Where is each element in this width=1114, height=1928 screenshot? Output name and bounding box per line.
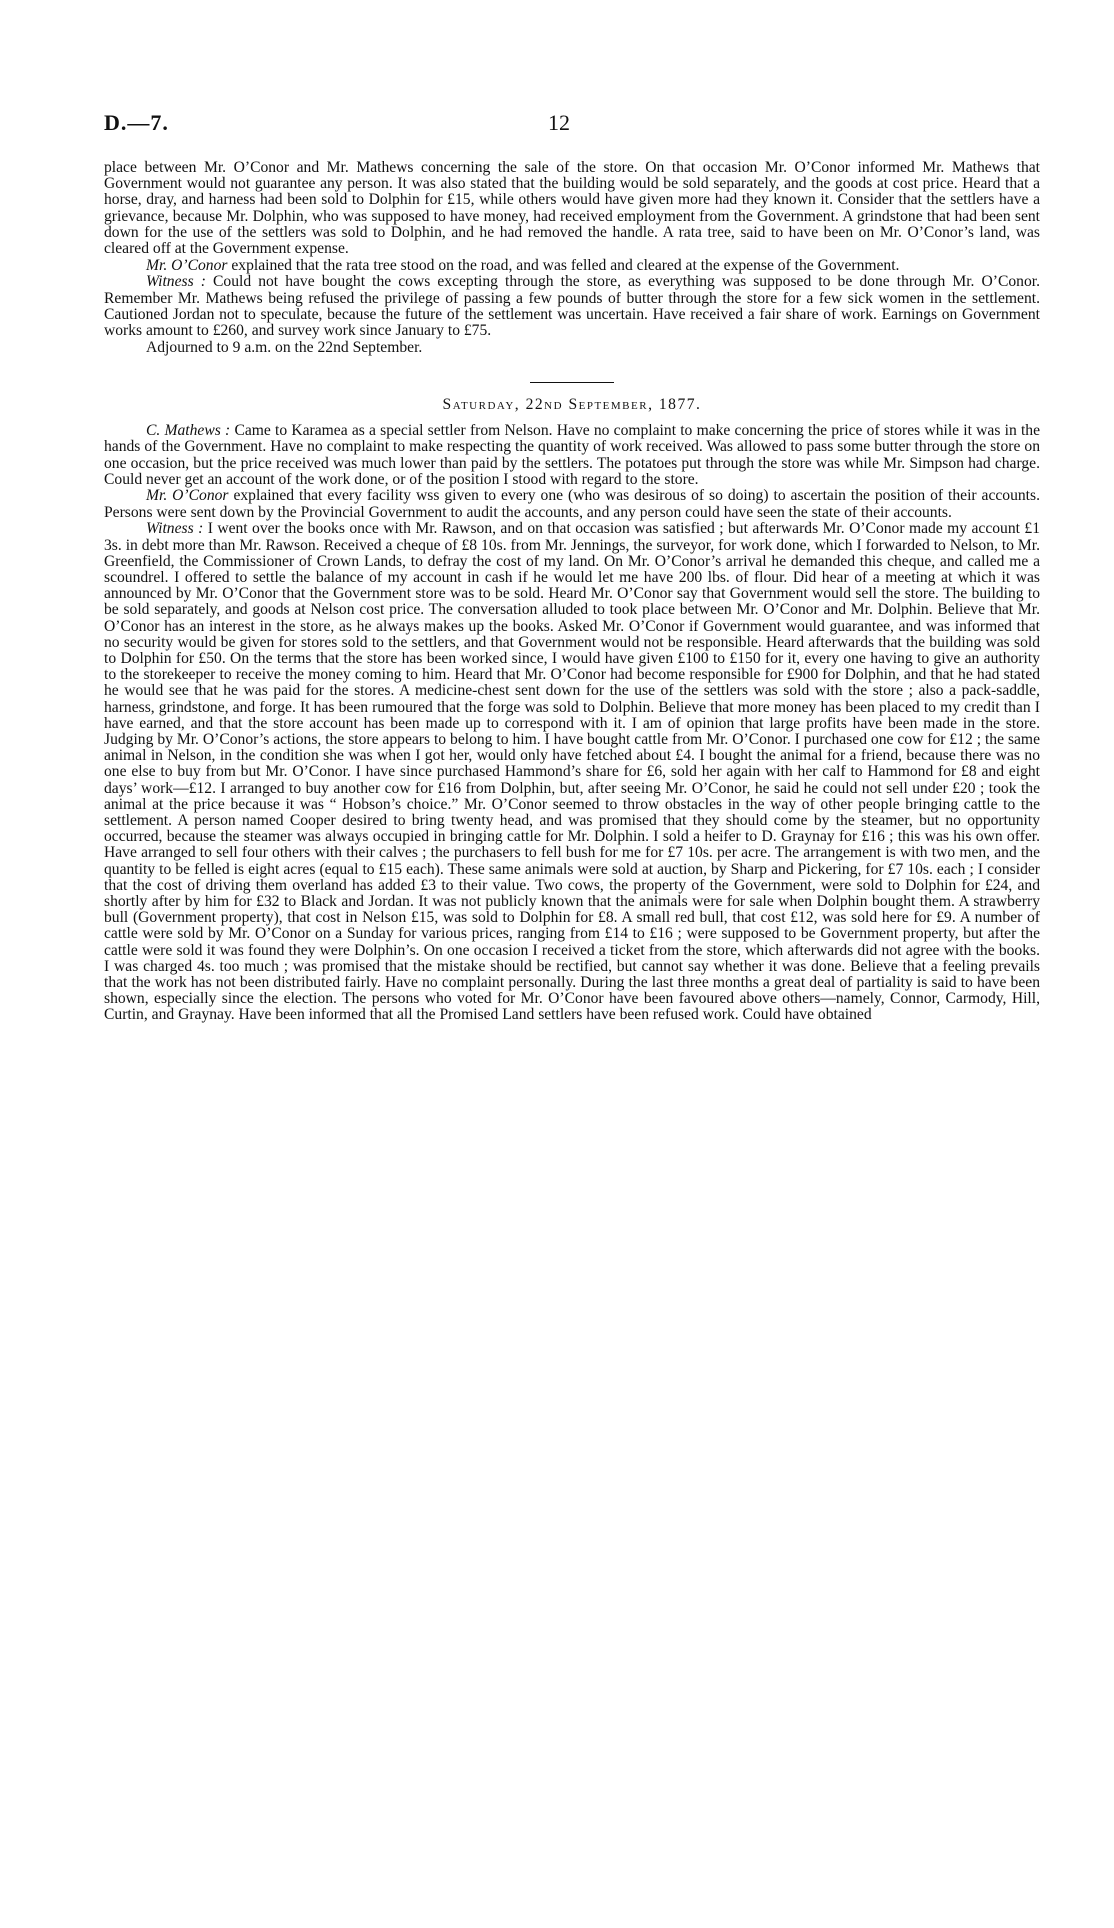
paragraph-text: explained that every facility wss given to every one (who was desirous of so doing) to ascertain the position of their accounts. Persons were sent down by the Provincial Government to audit the accounts, and any person could have seen the state of their accounts. [104, 487, 1040, 521]
section-heading: Saturday, 22nd September, 1877. [442, 395, 702, 413]
speaker-label: Mr. O’Conor [146, 487, 229, 505]
page-header [104, 110, 1040, 140]
speaker-label: Witness : [146, 273, 206, 291]
paragraph-text: Could not have bought the cows excepting through the store, as everything was supposed to be done through Mr. O’Conor. Remember Mr. Mathews being refused the privilege of passing a few pounds of butter through the store for a few sick women in the settlement. Cautioned Jordan not to speculate, because the future of the settlement was uncertain. Have received a fair share of work. Earnings on Government works amount to £260, and survey work since January to £75. [104, 273, 1040, 340]
paragraph [104, 258, 1040, 274]
document-id: D.—7. [104, 110, 169, 135]
paragraph [104, 340, 1040, 356]
speaker-label: Mr. O’Conor [146, 256, 228, 274]
paragraph-text: Came to Karamea as a special settler from Nelson. Have no complaint to make concerning the price of stores while it was in the hands of the Government. Have no complaint to make respecting the quantity of work received. Was allowed to pass some butter through the store on one occasion, but the price received was much lower than paid by the settlers. The potatoes put through the store was while Mr. Simpson had charge. Could never get an account of the work done, or of the position I stood with regard to the store. [104, 422, 1040, 488]
speaker-label: Witness : [146, 520, 204, 538]
paragraph-text: Adjourned to 9 a.m. on the 22nd September. [146, 338, 423, 356]
paragraph [104, 160, 1040, 257]
page-number: 12 [548, 110, 570, 135]
paragraph-text: place between Mr. O’Conor and Mr. Mathews concerning the sale of the store. On that occasion Mr. O’Conor informed Mr. Mathews that Government would not guarantee any person. It was also stated that the building would be sold separately, and the goods at cost price. Heard that a horse, dray, and harness had been sold to Dolphin for £15, while others would have given more had they known it. Consider that the settlers have a grievance, because Mr. Dolphin, who was supposed to have money, had received employment from the Government. A grindstone that had been sent down for the use of the settlers was sold to Dolphin, and he had removed the handle. A rata tree, said to have been on Mr. O’Conor’s land, was cleared off at the Government expense. [104, 159, 1040, 258]
paragraph [104, 423, 1040, 488]
paragraph-text: explained that the rata tree stood on the road, and was felled and cleared at the expense of the Government. [231, 256, 900, 274]
paragraph [104, 488, 1040, 520]
speaker-label: C. Mathews : [146, 422, 231, 440]
paragraph-text: I went over the books once with Mr. Rawson, and on that occasion was satisfied ; but afterwards Mr. O’Conor made my account £1 3s. in debt more than Mr. Rawson. Received a cheque of £8 10s. from Mr. Jennings, the surveyor, for work done, which I forwarded to Nelson, to Mr. Greenfield, the Commissioner of Crown Lands, to defray the cost of my land. On Mr. O’Conor’s arrival he demanded this cheque, and called me a scoundrel. I offered to settle the balance of my account in cash if he would let me have 200 lbs. of flour. Did hear of a meeting at which it was announced by Mr. O’Conor that the Government store was to be sold. Heard Mr. O’Conor say that Government would sell the store. The building to be sold separately, and goods at Nelson cost price. The conversation alluded to took place between Mr. O’Conor and Mr. Dolphin. Believe that Mr. O’Conor has an interest in the store, as he always makes up the books. Asked Mr. O’Conor if Government would guarantee, and was informed that no security would be given for stores sold to the settlers, and that Government would not be responsible. Heard afterwards that the building was sold to Dolphin for £50. On the terms that the store has been worked since, I would have given £100 to £150 for it, every one having to give an authority to the storekeeper to receive the money coming to him. Heard that Mr. O’Conor had become responsible for £900 for Dolphin, and that he had stated he would see that he was paid for the stores. A medicine-chest sent down for the use of the settlers was sold with the store ; also a pack-saddle, harness, grindstone, and forge. It has been rumoured that the forge was sold to Dolphin. Believe that more money has been placed to my credit than I have earned, and that the store account has been made up to correspond with it. I am of opinion that large profits have been made in the store. Judging by Mr. O’Conor’s actions, the store appears to belong to him. I have bought cattle from Mr. O’Conor. I purchased one cow for £12 ; the same animal in Nelson, in the condition she was when I got her, would only have fetched about £4. I bought the animal for a friend, because there was no one else to buy from but Mr. O’Conor. I have since purchased Hammond’s share for £6, sold her again with her calf to Hammond for £8 and eight days’ work—£12. I arranged to buy another cow for £16 from Dolphin, but, after seeing Mr. O’Conor, he said he could not sell under £20 ; took the animal at the price because it was “ Hobson’s choice.” Mr. O’Conor seemed to throw obstacles in the way of other people bringing cattle to the settlement. A person named Cooper desired to bring twenty head, and was promised that they should come by the steamer, but no opportunity occurred, because the steamer was always occupied in bringing cattle for Mr. Dolphin. I sold a heifer to D. Graynay for £16 ; this was his own offer. Have arranged to sell four others with their calves ; the purchasers to fell bush for me for £7 10s. per acre. The arrangement is with two men, and the quantity to be felled is eight acres (equal to £15 each). These same animals were sold at auction, by Sharp and Pickering, for £7 10s. each ; I consider that the cost of driving them overland has added £3 to their value. Two cows, the property of the Government, were sold to Dolphin for £24, and shortly after by him for £32 to Black and Jordan. It was not publicly known that the animals were for sale when Dolphin bought them. A strawberry bull (Government property), that cost in Nelson £15, was sold to Dolphin for £8. A small red bull, that cost £12, was sold here for £9. A number of cattle were sold by Mr. O’Conor on a Sunday for various prices, ranging from £14 to £16 ; were supposed to be Government property, but after the cattle were sold it was found they were Dolphin’s. On one occasion I received a ticket from the store, which afterwards did not agree with the books. I was charged 4s. too much ; was promised that the mistake should be rectified, but cannot say whether it was done. Believe that a feeling prevails that the work has not been distributed fairly. Have no complaint personally. During the last three months a great deal of partiality is said to have been shown, especially since the election. The persons who voted for Mr. O’Conor have been favoured above others—namely, Connor, Carmody, Hill, Curtin, and Graynay. Have been informed that all the Promised Land settlers have been refused work. Could have obtained [104, 520, 1040, 1024]
paragraph [104, 274, 1040, 339]
section-divider [530, 382, 614, 383]
document-body [104, 160, 1040, 1024]
paragraph [104, 521, 1040, 1023]
